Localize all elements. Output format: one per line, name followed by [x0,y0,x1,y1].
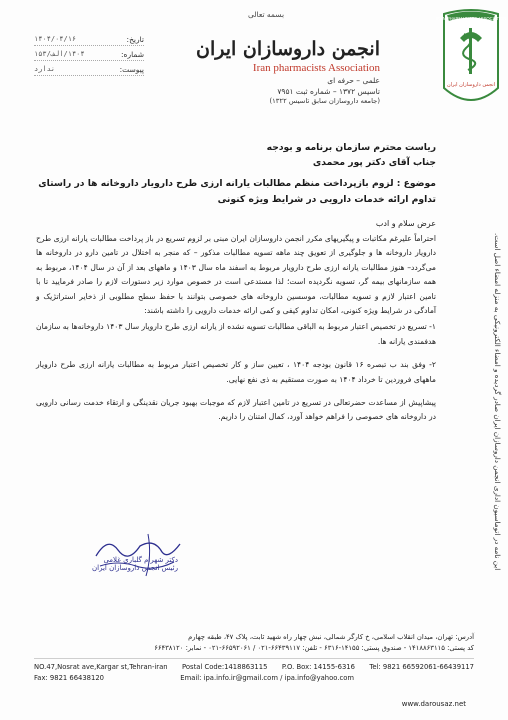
signature-caption [92,556,178,572]
attachment-label: پیوست: [119,64,144,74]
attachment-value: ندارد [34,65,56,73]
basmala: بسمه تعالی [248,10,285,19]
request-item-1: ۱- تسریع در تخصیص اعتبار مربوط به الباقی مطالبات تسویه نشده از یارانه ارزی طرح دارویار سال ۱۴۰۳ داروخانه‌ها به سازمان هدفمندی یارانه ها. [36,322,436,346]
recipient-line-2: جناب آقای دکتر پور محمدی [312,157,436,168]
footer-website[interactable]: www.darousaz.net [401,700,466,708]
footer-postal-code: Postal Code:1418863115 [182,663,268,671]
brand-founded: تاسیس ۱۳۷۲ – شماره ثبت ۷۹۵۱ [277,87,380,96]
letterhead [180,38,380,105]
footer-po-box: P.O. Box: 14155-6316 [281,663,355,671]
footer-row-1 [34,662,474,673]
signature-image [88,526,188,582]
brand-name-en: Iran pharmacists Association [252,62,380,74]
brand-former-name: (جامعه داروسازان سابق تاسیس ۱۳۲۲) [269,97,380,105]
paragraph-main: احتراماً علیرغم مکاتبات و پیگیریهای مکرر انجمن داروسازان ایران مبنی بر لزوم تسریع در باز پرداخت مطالبات یارانه ارزی طرح دارویار داروخانه ها و جلوگیری از تعویق چند ماهه تسویه مطالبات مذکور – که منجر به اختلال در تامین دارو در داروخانه ها می‌گردد– هنوز مطالبات یارانه ارزی طرح دارویار مربوط به اسفند ماه سال ۱۴۰۳ و ماههای بعد از آن در سال ۱۴۰۴، مربوط به همه سازمانهای بیمه گر، تسویه نگردیده است؛ لذا مستدعی است در خصوص موارد زیر دستورات لازم را صادر فرمایید تا با تامین اعتبار لازم و تسویه مطالبات، موسسین داروخانه های خصوصی بتوانند با حفظ سطح مطلوبی از ذخایر استراتژیک و آمادگی در شرایط ویژه کنونی، امکان تداوم کیفی و کمی ارائه خدمات دارویی را داشته باشند: [36,234,436,316]
number-row [34,48,144,61]
footer-tel: Tel: 9821 66592061-66439117 [369,663,474,671]
number-value: ۱۴۰۴/الف/۱۵۳ [34,50,85,58]
footer [34,632,474,684]
brand-type: علمی – حرفه ای [327,76,380,85]
date-label: تاریخ: [126,34,144,44]
logo-arc-text: IRAN PHARMACISTS ASSOCIATION [436,16,506,21]
closing-paragraph: پیشاپیش از مساعدت حضرتعالی در تسریع در تامین اعتبار لازم که موجبات بهبود جریان نقدینگی و ارتقاء خدمت رسانی دارویی در داروخانه های خصوصی را فراهم خواهد آورد، کمال امتنان را داریم. [36,398,436,422]
electronic-signature-note: این نامه در اتوماسیون اداری انجمن داروسازان ایران صادر گردیده و امضاء الکترونیکی به منزله امضاء اصل است. [493,232,502,570]
association-logo [436,8,506,118]
letter-subject: موضوع : لزوم بازپرداخت منظم مطالبات یارانه ارزی طرح دارویار داروخانه ها در راستای تداوم ارائه خدمات دارویی در شرایط ویژه کنونی [38,178,436,205]
attachment-row [34,63,144,76]
footer-fax: Fax: 9821 66438120 [34,674,104,682]
signatory-title: رئیس انجمن داروسازان ایران [92,564,178,572]
date-value: ۱۴۰۴/۰۴/۱۶ [34,35,77,43]
date-row [34,33,144,46]
footer-email[interactable]: Email: ipa.info.ir@gmail.com / ipa.info@yahoo.com [180,674,354,682]
request-item-2: ۲- وفق بند ب تبصره ۱۶ قانون بودجه ۱۴۰۴ ، تعیین ساز و کار تخصیص اعتبار مربوط به مطالبات یارانه ارزی طرح دارویار ماههای فروردین تا خرداد ۱۴۰۴ به صورت مستقیم به ذی نفع نهایی. [36,360,437,384]
logo-fa-text: انجمن داروسازان ایران [446,82,496,88]
signatory-name: دکتر شهرام گلباری غلامی [103,556,178,564]
number-label: شماره: [121,49,144,59]
greeting: عرض سلام و ادب [375,219,436,228]
letter-body [36,140,436,425]
brand-name-fa: انجمن داروسازان ایران [196,38,380,60]
footer-address-en: NO.47,Nosrat ave,Kargar st,Tehran-iran [34,663,168,671]
footer-address-fa: آدرس: تهران، میدان انقلاب اسلامی، خ کارگر شمالی، نبش چهار راه شهید ثابت، پلاک ۴۷، طبقه چهارم [188,633,474,641]
footer-divider [34,658,474,659]
footer-contact-fa: کد پستی: ۱۴۱۸۸۶۳۱۱۵ - صندوق پستی: ۱۴۱۵۵-۶۳۱۶ - تلفن: ۶۶۴۳۹۱۱۷-۰۲۱ / ۶۶۵۹۲۰۶۱-۰۲۱ - نمابر: ۶۶۴۳۸۱۲۰ [154,644,474,652]
recipient-line-1: ریاست محترم سازمان برنامه و بودجه [266,142,436,153]
footer-row-2 [34,673,354,684]
letter-meta [34,33,144,78]
